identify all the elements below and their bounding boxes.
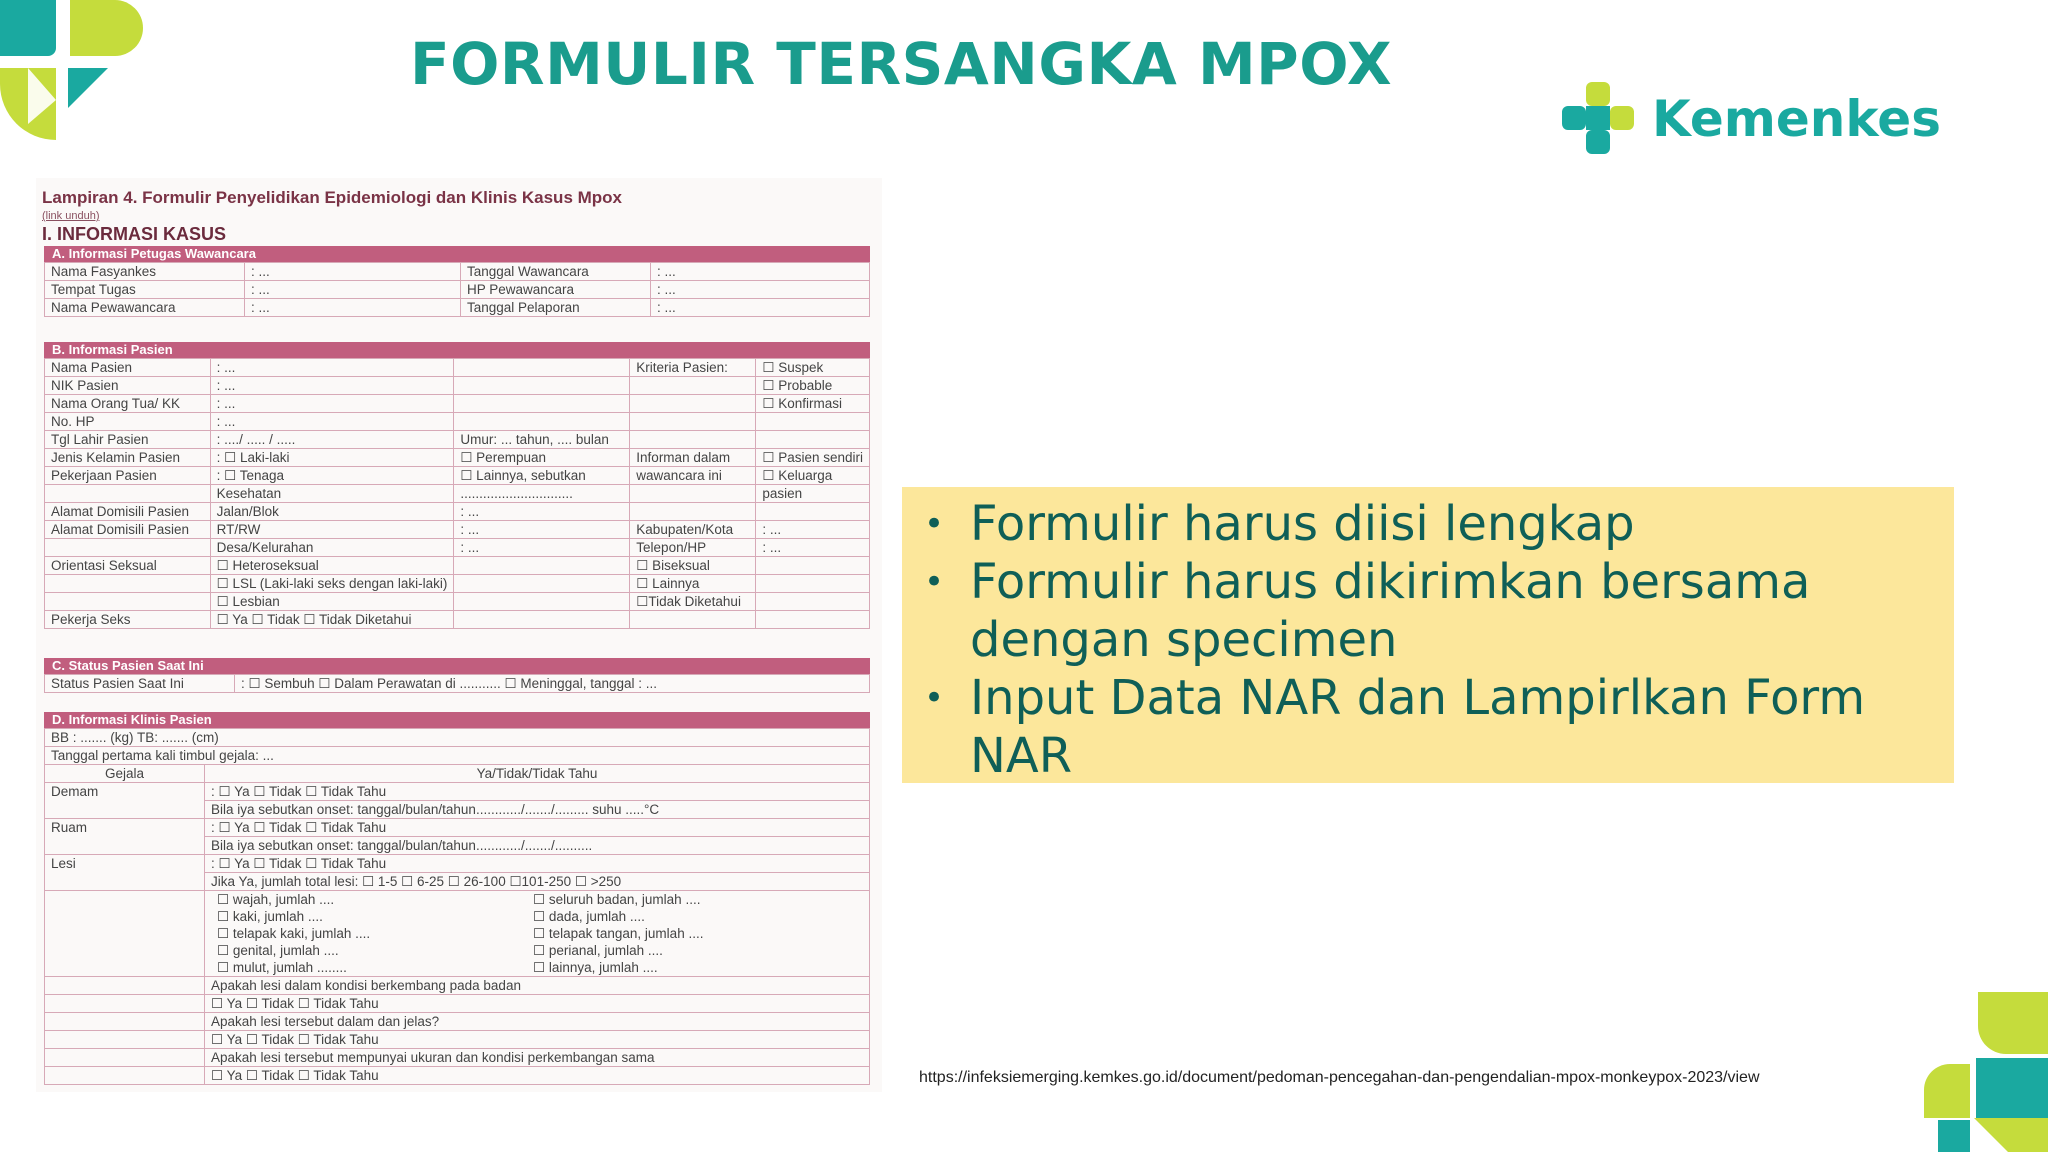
form-cell: : ... [454,503,630,521]
form-cell [454,575,630,593]
form-cell: : ☐ Tenaga [210,467,454,485]
form-cell: ☐ Ya ☐ Tidak ☐ Tidak Diketahui [210,611,454,629]
form-cell: RT/RW [210,521,454,539]
form-cell [454,377,630,395]
source-url[interactable]: https://infeksiemerging.kemkes.go.id/document/pedoman-pencegahan-dan-pengendalian-mpox-monkeypox-2023/view [919,1069,1760,1086]
form-cell: Nama Pewawancara [45,299,245,317]
section-a-table [44,262,870,317]
form-cell: Alamat Domisili Pasien [45,521,211,539]
form-cell: Jenis Kelamin Pasien [45,449,211,467]
form-cell [45,977,205,995]
form-cell: ☐ Pasien sendiri [756,449,870,467]
table-row [45,395,870,413]
form-cell [454,611,630,629]
form-cell [630,395,756,413]
table-row [45,413,870,431]
form-cell: ☐ Biseksual [630,557,756,575]
form-cell: ☐ Heteroseksual [210,557,454,575]
form-cell: ☐ LSL (Laki-laki seks dengan laki-laki) [210,575,454,593]
lesion-site-item: ☐ lainnya, jumlah .... [533,960,658,975]
table-row [45,747,870,765]
form-cell: Nama Fasyankes [45,263,245,281]
form-cell [630,377,756,395]
form-cell: : ☐ Ya ☐ Tidak ☐ Tidak Tahu [205,783,870,801]
form-cell: : ... [454,539,630,557]
table-row [45,995,870,1013]
table-row [45,263,870,281]
form-cell [454,395,630,413]
form-cell: Orientasi Seksual [45,557,211,575]
form-cell: pasien [756,485,870,503]
table-row [45,521,870,539]
form-cell: Pekerjaan Pasien [45,467,211,485]
table-row [45,593,870,611]
form-cell [756,503,870,521]
form-cell: : ... [210,395,454,413]
table-row [45,539,870,557]
form-cell: : ... [245,281,461,299]
lesion-site-item: ☐ dada, jumlah .... [533,909,645,924]
form-cell [45,1013,205,1031]
form-cell: : ... [651,263,870,281]
section-c-table [44,674,870,693]
form-cell [454,359,630,377]
form-cell: BB : ....... (kg) TB: ....... (cm) [45,729,870,747]
form-cell: : ... [245,299,461,317]
bullet-icon: • [924,678,945,718]
form-cell [45,485,211,503]
kemenkes-logo-corner-icon [1898,992,2048,1152]
form-cell [454,557,630,575]
form-cell: : ☐ Ya ☐ Tidak ☐ Tidak Tahu [205,855,870,873]
table-row [45,891,870,977]
table-row [45,575,870,593]
form-cell: : ... [756,521,870,539]
form-cell [454,593,630,611]
form-cell [45,1067,205,1085]
bullet-item [920,495,1934,553]
form-cell [756,593,870,611]
form-cell: : ... [651,281,870,299]
form-cell: Apakah lesi tersebut dalam dan jelas? [205,1013,870,1031]
form-cell: Tanggal Wawancara [461,263,651,281]
form-cell: Kriteria Pasien: [630,359,756,377]
form-cell: .............................. [454,485,630,503]
form-cell: Jalan/Blok [210,503,454,521]
form-cell: Telepon/HP [630,539,756,557]
form-section-heading: I. INFORMASI KASUS [42,224,227,244]
form-cell: : ... [210,359,454,377]
table-row [45,729,870,747]
form-cell: ☐ Konfirmasi [756,395,870,413]
notes-box [902,487,1954,783]
table-row [45,485,870,503]
table-row [45,467,870,485]
form-cell: Nama Orang Tua/ KK [45,395,211,413]
form-cell: : ☐ Ya ☐ Tidak ☐ Tidak Tahu [205,819,870,837]
form-cell: Alamat Domisili Pasien [45,503,211,521]
brand-name: Kemenkes [1652,90,1941,148]
section-a-heading: A. Informasi Petugas Wawancara [44,246,870,262]
form-cell [756,413,870,431]
form-cell: Demam [45,783,205,819]
form-cell [45,539,211,557]
form-cell: ☐ Probable [756,377,870,395]
form-cell: Ruam [45,819,205,855]
section-d-heading: D. Informasi Klinis Pasien [44,712,870,728]
form-cell: Pekerja Seks [45,611,211,629]
form-cell: ☐ Lesbian [210,593,454,611]
form-cell: NIK Pasien [45,377,211,395]
form-cell: ☐ Lainnya, sebutkan [454,467,630,485]
form-cell [630,413,756,431]
form-cell [756,575,870,593]
form-cell [630,485,756,503]
form-cell: Tanggal pertama kali timbul gejala: ... [45,747,870,765]
section-b-table [44,358,870,629]
form-cell [630,431,756,449]
lesion-site-item: ☐ telapak tangan, jumlah .... [533,926,704,941]
table-row [45,449,870,467]
form-cell [756,611,870,629]
lesion-site-item: ☐ telapak kaki, jumlah .... [217,926,371,941]
form-cell: Tanggal Pelaporan [461,299,651,317]
form-cell: Apakah lesi tersebut mempunyai ukuran dan kondisi perkembangan sama [205,1049,870,1067]
section-b-heading: B. Informasi Pasien [44,342,870,358]
kemenkes-logo-icon [1560,80,1638,158]
table-row [45,855,870,873]
form-cell: Kesehatan [210,485,454,503]
table-row [45,783,870,801]
form-cell: : ☐ Laki-laki [210,449,454,467]
lesion-sites [205,891,870,977]
form-cell: ☐Tidak Diketahui [630,593,756,611]
table-row [45,1031,870,1049]
form-cell: Nama Pasien [45,359,211,377]
form-cell: Gejala [45,765,205,783]
form-cell: Tgl Lahir Pasien [45,431,211,449]
form-cell: Status Pasien Saat Ini [45,675,235,693]
form-cell: ☐ Lainnya [630,575,756,593]
form-cell [45,1031,205,1049]
form-cell [630,611,756,629]
lesion-site-item: ☐ mulut, jumlah ........ [217,960,347,975]
section-d-table [44,728,870,1085]
bullet-item [920,669,1934,785]
download-link[interactable]: (link unduh) [42,210,100,222]
table-row [45,299,870,317]
form-cell: Lesi [45,855,205,891]
form-cell: ☐ Suspek [756,359,870,377]
form-cell: : ☐ Sembuh ☐ Dalam Perawatan di ........... ☐ Meninggal, tanggal : ... [235,675,870,693]
form-cell [756,431,870,449]
form-cell: : ... [210,413,454,431]
table-row [45,431,870,449]
section-c-heading: C. Status Pasien Saat Ini [44,658,870,674]
bullet-text: Input Data NAR dan Lampirlkan Form NAR [970,670,1866,784]
form-cell: : ... [245,263,461,281]
bullet-text: Formulir harus dikirimkan bersama dengan specimen [970,554,1811,668]
table-row [45,503,870,521]
form-cell: ☐ Ya ☐ Tidak ☐ Tidak Tahu [205,1067,870,1085]
brand-logo [1560,80,1941,158]
table-row [45,1067,870,1085]
form-cell [630,503,756,521]
form-cell: ☐ Keluarga [756,467,870,485]
form-cell: Apakah lesi dalam kondisi berkembang pada badan [205,977,870,995]
form-cell: Kabupaten/Kota [630,521,756,539]
form-cell: : ... [651,299,870,317]
kemenkes-logo-corner-icon [0,0,150,150]
form-cell: HP Pewawancara [461,281,651,299]
form-cell [45,995,205,1013]
form-cell [45,593,211,611]
table-row [45,359,870,377]
form-cell [45,1049,205,1067]
bullet-item [920,553,1934,669]
form-title: Lampiran 4. Formulir Penyelidikan Epidemiologi dan Klinis Kasus Mpox [42,188,623,207]
form-cell: Bila iya sebutkan onset: tanggal/bulan/tahun............/......./.......... [205,837,870,855]
table-row [45,281,870,299]
form-cell [454,413,630,431]
table-row [45,819,870,837]
form-cell: ☐ Ya ☐ Tidak ☐ Tidak Tahu [205,1031,870,1049]
table-row [45,1013,870,1031]
form-cell: ☐ Perempuan [454,449,630,467]
lesion-site-item: ☐ genital, jumlah .... [217,943,339,958]
table-row [45,977,870,995]
table-row [45,765,870,783]
form-image [36,178,882,1092]
slide-title: FORMULIR TERSANGKA MPOX [410,30,1393,98]
table-row [45,557,870,575]
form-cell: : ... [756,539,870,557]
form-cell [756,557,870,575]
table-row [45,377,870,395]
form-cell [45,575,211,593]
lesion-site-item: ☐ perianal, jumlah .... [533,943,663,958]
form-cell: Bila iya sebutkan onset: tanggal/bulan/tahun............/......./......... suhu .....°C [205,801,870,819]
form-cell: wawancara ini [630,467,756,485]
form-cell: ☐ Ya ☐ Tidak ☐ Tidak Tahu [205,995,870,1013]
form-cell: No. HP [45,413,211,431]
form-cell: Tempat Tugas [45,281,245,299]
lesion-site-item: ☐ wajah, jumlah .... [217,892,335,907]
form-cell: Umur: ... tahun, .... bulan [454,431,630,449]
form-cell: : ... [210,377,454,395]
lesion-site-item: ☐ kaki, jumlah .... [217,909,323,924]
form-cell: Jika Ya, jumlah total lesi: ☐ 1-5 ☐ 6-25 ☐ 26-100 ☐101-250 ☐ >250 [205,873,870,891]
form-cell: : ... [454,521,630,539]
table-row [45,1049,870,1067]
form-cell: Informan dalam [630,449,756,467]
form-cell: : ..../ ..... / ..... [210,431,454,449]
bullet-icon: • [924,562,945,602]
form-cell: Desa/Kelurahan [210,539,454,557]
bullet-text: Formulir harus diisi lengkap [970,496,1635,552]
bullet-icon: • [924,504,945,544]
form-cell: Ya/Tidak/Tidak Tahu [205,765,870,783]
form-cell [45,891,205,977]
lesion-site-item: ☐ seluruh badan, jumlah .... [533,892,701,907]
table-row [45,611,870,629]
